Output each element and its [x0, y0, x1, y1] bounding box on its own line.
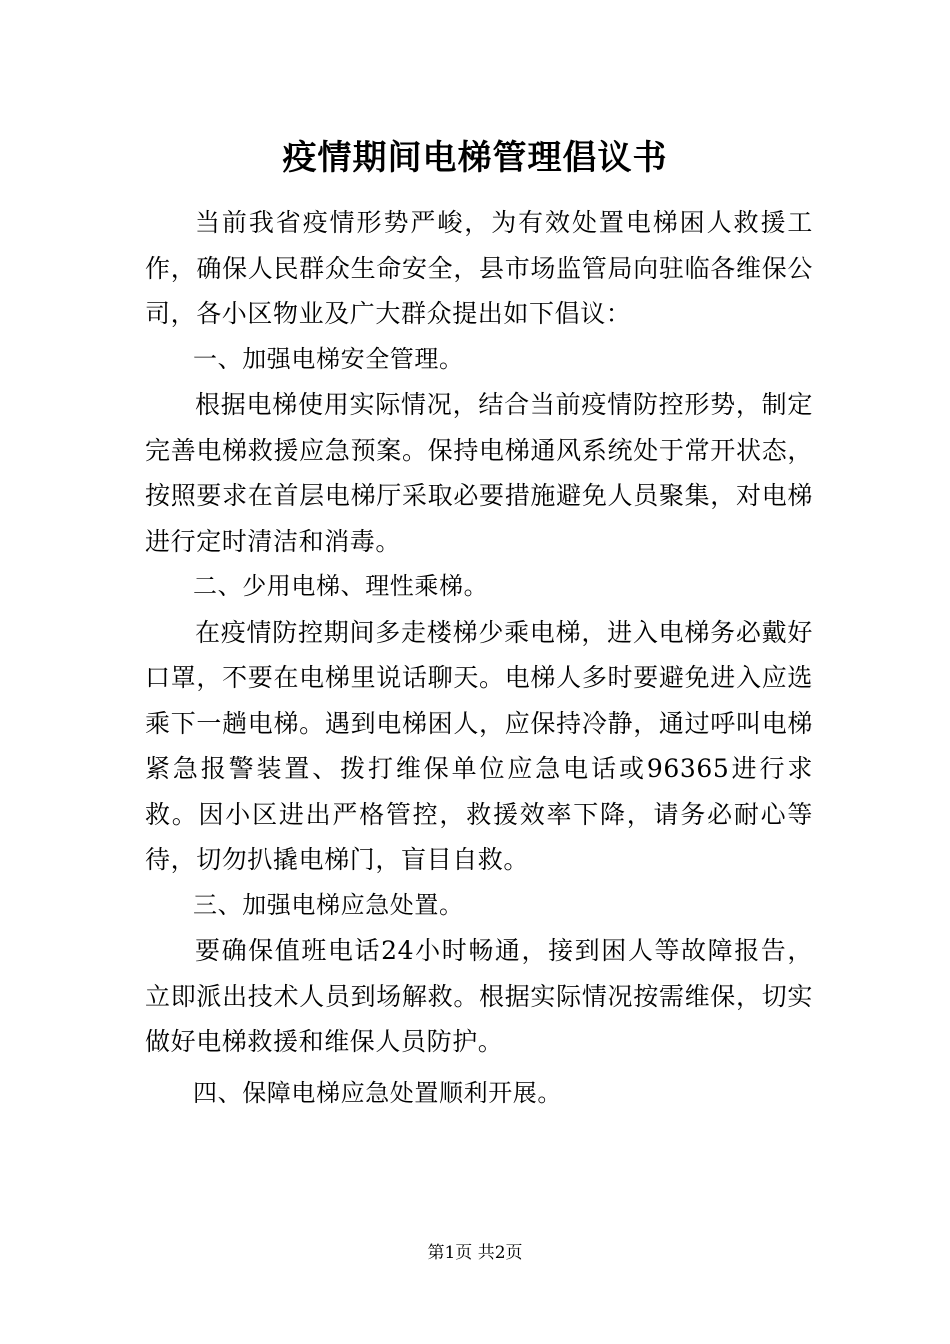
section-1-paragraph: 根据电梯使用实际情况，结合当前疫情防控形势，制定完善电梯救援应急预案。保持电梯通风系统处于常开状态，按照要求在首层电梯厅采取必要措施避免人员聚集，对电梯进行定时清洁和消毒。	[145, 390, 813, 556]
section-heading-4: 四、保障电梯应急处置顺利开展。	[193, 1078, 562, 1107]
intro-paragraph: 当前我省疫情形势严峻，为有效处置电梯困人救援工作，确保人民群众生命安全，县市场监管局向驻临各维保公司，各小区物业及广大群众提出如下倡议：	[145, 208, 813, 328]
section-heading-3: 三、加强电梯应急处置。	[193, 890, 464, 919]
section-heading-2: 二、少用电梯、理性乘梯。	[193, 572, 489, 600]
page-footer: 第1页 共2页	[427, 1243, 523, 1263]
section-2-paragraph: 在疫情防控期间多走楼梯少乘电梯，进入电梯务必戴好口罩，不要在电梯里说话聊天。电梯人多时要避免进入应选乘下一趟电梯。遇到电梯困人，应保持冷静，通过呼叫电梯紧急报警装置、拨打维保单位应急电话或96365进行求救。因小区进出严格管控，救援效率下降，请务必耐心等待，切勿扒撬电梯门，盲目自救。	[145, 617, 813, 874]
document-title: 疫情期间电梯管理倡议书	[282, 138, 668, 178]
section-3-paragraph: 要确保值班电话24小时畅通，接到困人等故障报告，立即派出技术人员到场解救。根据实际情况按需维保，切实做好电梯救援和维保人员防护。	[145, 936, 813, 1056]
section-heading-1: 一、加强电梯安全管理。	[193, 344, 464, 373]
document-body	[145, 200, 813, 1116]
